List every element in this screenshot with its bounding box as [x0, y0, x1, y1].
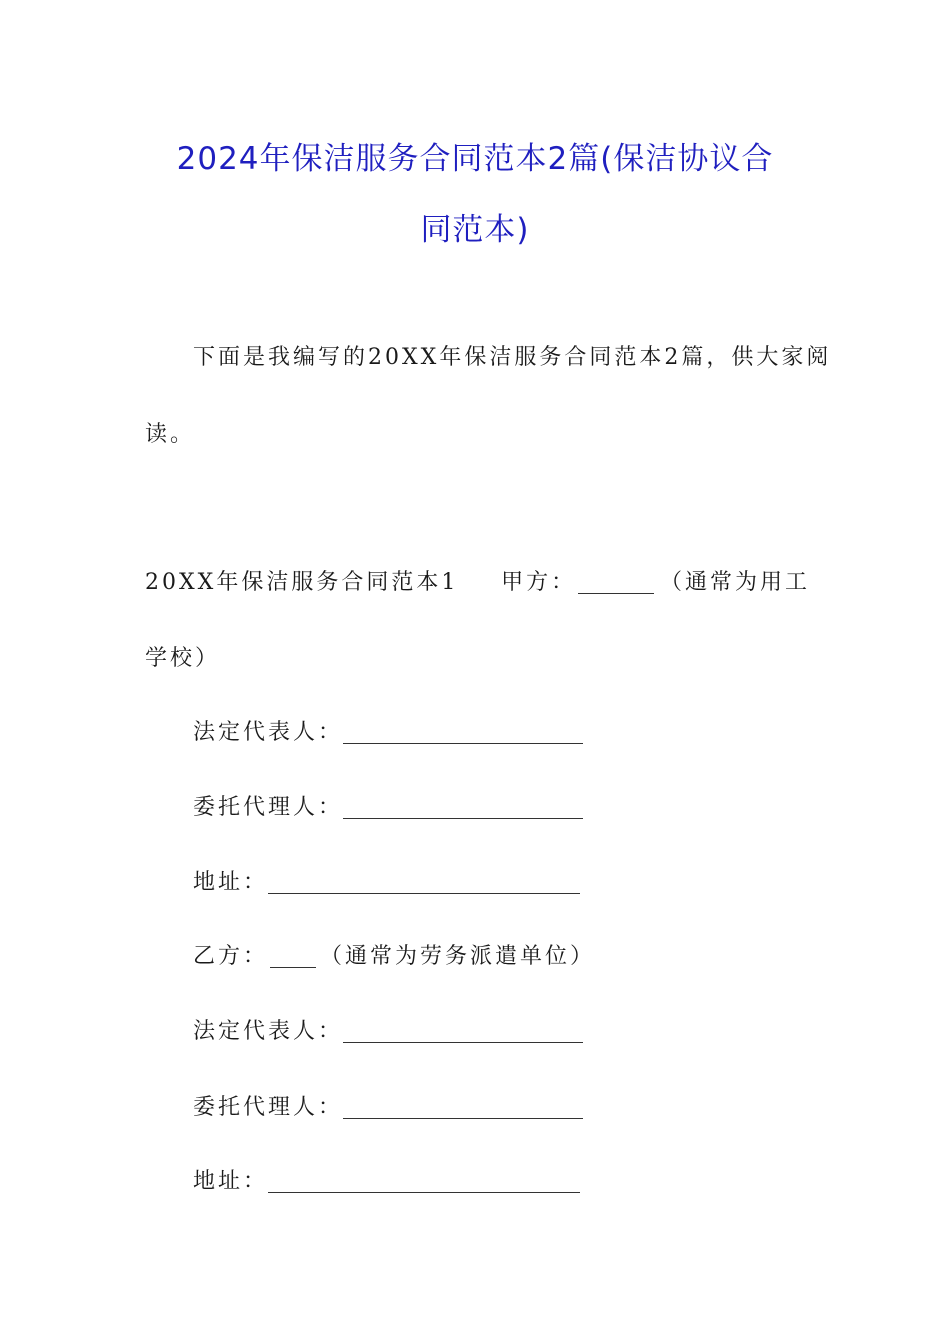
party-b-address-row [193, 1167, 580, 1197]
party-b-label: 乙方： [193, 944, 269, 969]
field-blank [343, 796, 583, 819]
party-b-blank [270, 945, 316, 968]
party-a-legal-rep-row [193, 718, 583, 748]
party-a-note-continued: 学校） [145, 646, 221, 671]
field-label: 委托代理人： [193, 1095, 344, 1120]
party-a-note: （通常为用工 [659, 570, 810, 595]
field-blank [343, 721, 583, 744]
party-b-note: （通常为劳务派遣单位） [320, 944, 596, 969]
party-b-row [193, 942, 595, 972]
document-title-line-1: 2024年保洁服务合同范本2篇(保洁协议合 [176, 141, 774, 177]
document-title-line-2: 同范本) [420, 212, 530, 248]
party-a-blank [578, 571, 654, 594]
field-label: 地址： [193, 1169, 269, 1194]
field-blank [343, 1096, 583, 1119]
party-b-agent-row [193, 1093, 583, 1123]
party-a-address-row [193, 868, 580, 898]
field-label: 地址： [193, 870, 269, 895]
field-label: 法定代表人： [193, 720, 344, 745]
intro-paragraph-line-2: 读。 [145, 422, 196, 447]
field-label: 法定代表人： [193, 1019, 344, 1044]
section-heading-row [145, 568, 810, 598]
party-b-legal-rep-row [193, 1017, 583, 1047]
party-a-label: 甲方： [501, 570, 577, 595]
intro-paragraph-line-1: 下面是我编写的20XX年保洁服务合同范本2篇，供大家阅 [193, 345, 832, 370]
field-label: 委托代理人： [193, 795, 344, 820]
field-blank [268, 871, 580, 894]
field-blank [268, 1170, 580, 1193]
section-title: 20XX年保洁服务合同范本1 [145, 570, 459, 595]
field-blank [343, 1020, 583, 1043]
party-a-agent-row [193, 793, 583, 823]
